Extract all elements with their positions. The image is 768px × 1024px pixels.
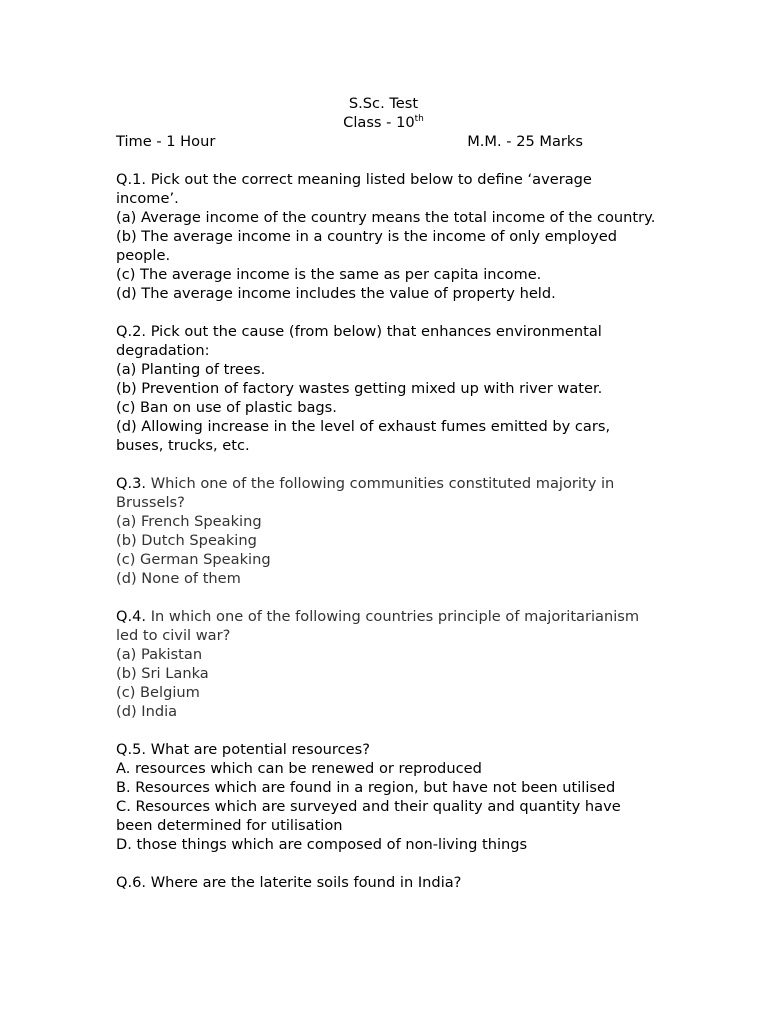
option-a: (a) Pakistan [116, 646, 203, 663]
question-text: Q.2. Pick out the cause (from below) that enhances environmental degradation: [116, 323, 602, 359]
question-4 [116, 607, 656, 721]
option-d: (d) The average income includes the value of property held. [116, 285, 556, 302]
question-text: Q.5. What are potential resources? [116, 741, 370, 758]
test-header [116, 94, 651, 151]
option-a: (a) Planting of trees. [116, 361, 266, 378]
question-text: Q.4. In which one of the following countries principle of majoritarianism led to civil war? [116, 608, 640, 644]
option-d: (d) India [116, 703, 178, 720]
option-d: (d) Allowing increase in the level of exhaust fumes emitted by cars, buses, trucks, etc. [116, 418, 611, 454]
option-c: (c) Belgium [116, 684, 200, 701]
question-number: Q.2. [116, 323, 147, 340]
question-text: Q.6. Where are the laterite soils found in India? [116, 874, 462, 891]
question-text: Q.1. Pick out the correct meaning listed below to define ‘average income’. [116, 171, 592, 207]
question-6 [116, 873, 656, 892]
option-c: C. Resources which are surveyed and their quality and quantity have been determined for utilisation [116, 798, 621, 834]
question-text: Q.3. Which one of the following communities constituted majority in Brussels? [116, 475, 615, 511]
question-number: Q.6. [116, 874, 147, 891]
class-label: Class - 10 [343, 114, 415, 131]
option-c: (c) German Speaking [116, 551, 271, 568]
question-2 [116, 322, 656, 455]
option-b: B. Resources which are found in a region, but have not been utilised [116, 779, 616, 796]
question-number: Q.3. [116, 475, 147, 492]
marks-label: M.M. - 25 Marks [467, 133, 583, 150]
question-1 [116, 170, 656, 303]
question-number: Q.4. [116, 608, 147, 625]
time-label: Time - 1 Hour [116, 133, 216, 150]
option-c: (c) The average income is the same as per capita income. [116, 266, 542, 283]
option-b: (b) Dutch Speaking [116, 532, 257, 549]
class-suffix: th [414, 114, 424, 125]
option-b: (b) Prevention of factory wastes getting mixed up with river water. [116, 380, 603, 397]
test-title: S.Sc. Test [348, 95, 419, 112]
option-d: (d) None of them [116, 570, 241, 587]
meta-row [116, 132, 651, 151]
option-b: (b) Sri Lanka [116, 665, 209, 682]
option-d: D. those things which are composed of non-living things [116, 836, 528, 853]
class-line [116, 113, 651, 132]
option-a: A. resources which can be renewed or reproduced [116, 760, 482, 777]
option-b: (b) The average income in a country is the income of only employed people. [116, 228, 618, 264]
question-5 [116, 740, 656, 854]
question-list [116, 170, 656, 911]
question-number: Q.5. [116, 741, 147, 758]
option-c: (c) Ban on use of plastic bags. [116, 399, 337, 416]
option-a: (a) Average income of the country means the total income of the country. [116, 209, 656, 226]
question-number: Q.1. [116, 171, 147, 188]
option-a: (a) French Speaking [116, 513, 262, 530]
question-3 [116, 474, 656, 588]
